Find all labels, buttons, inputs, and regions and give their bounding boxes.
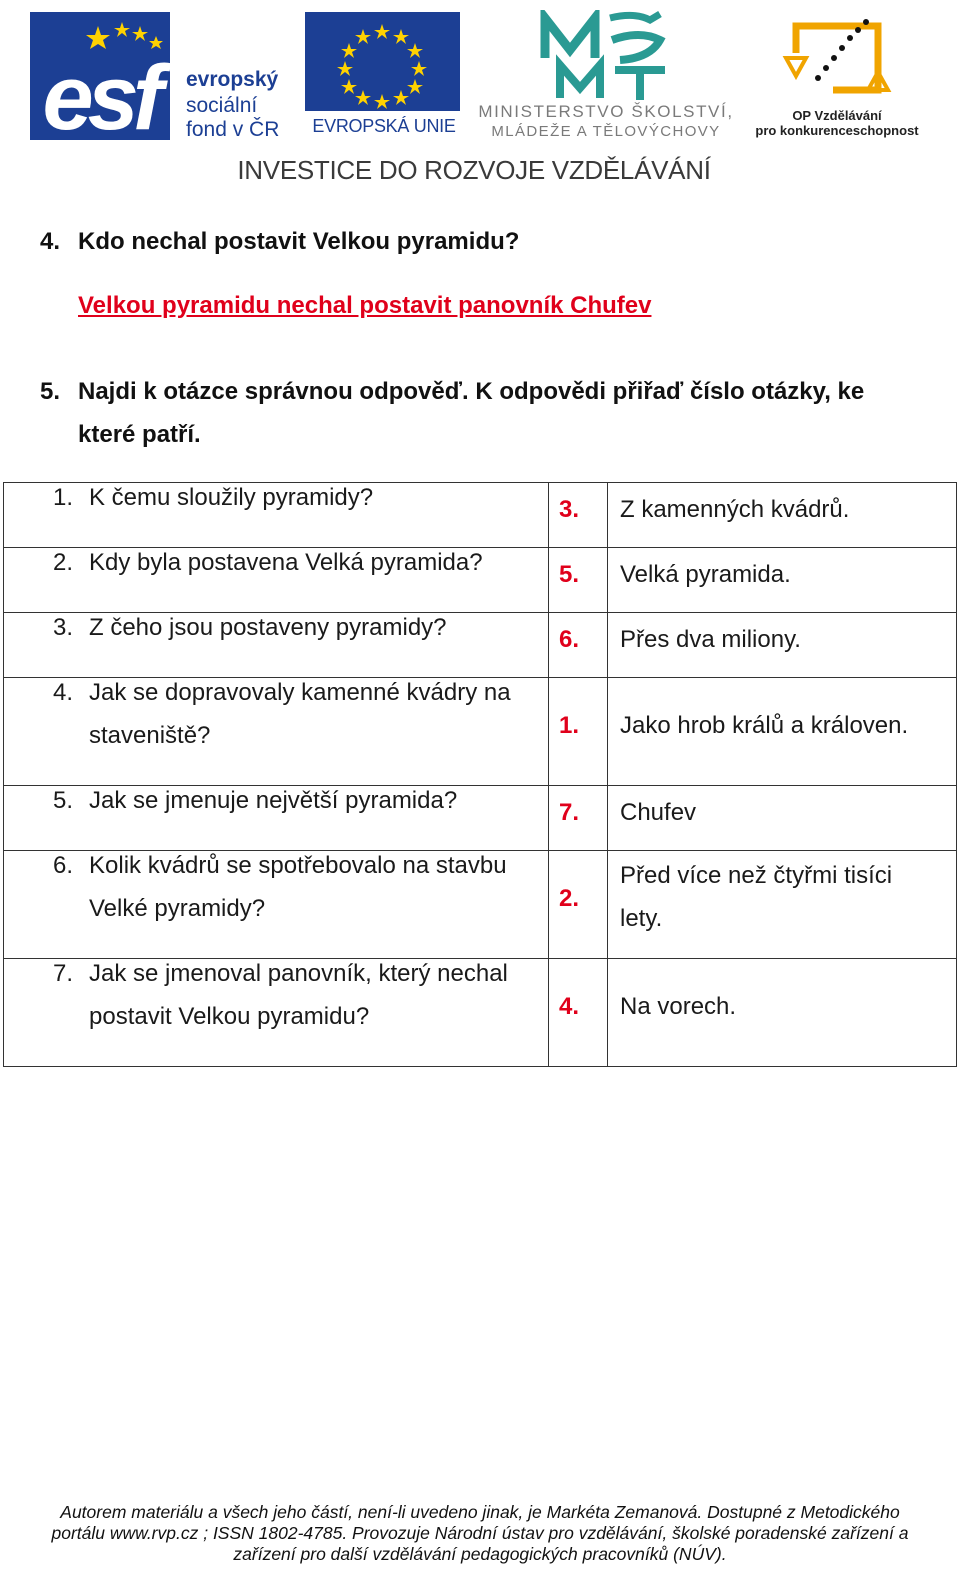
question-number: 5. [53,787,74,814]
esf-line3: fond v ČR [186,118,280,141]
table-border-left [3,482,4,1067]
investice-heading: INVESTICE DO ROZVOJE VZDĚLÁVÁNÍ [237,155,711,185]
question-4-text: Kdo nechal postavit Velkou pyramidu? [78,228,520,255]
table-border-right [956,482,957,1067]
msmt-logo [470,10,742,140]
answer-text: Přes dva miliony. [620,626,801,653]
op-mark-icon [778,8,898,108]
question-text-cont: Velké pyramidy? [89,895,266,922]
answer-text: Chufev [620,799,697,826]
question-4-answer: Velkou pyramidu nechal postavit panovník Chufev [78,292,652,319]
question-4-number: 4. [40,228,61,255]
answer-text: Na vorech. [620,993,737,1020]
footer-line1: Autorem materiálu a všech jeho částí, není-li uvedeno jinak, je Markéta Zemanová. Dostupné z Metodického [60,1502,900,1522]
esf-line2: sociální [186,94,258,117]
question-number: 1. [53,484,74,511]
question-text-cont: postavit Velkou pyramidu? [89,1003,370,1030]
table-question [53,779,543,822]
question-text: K čemu sloužily pyramidy? [89,484,374,511]
question-number: 3. [53,614,74,641]
op-line2: pro konkurenceschopnost [755,123,919,138]
question-5 [40,377,864,407]
footer-line3: zařízení pro další vzdělávání pedagogických pracovníků (NÚV). [233,1544,727,1564]
msmt-line2: MLÁDEŽE A TĚLOVÝCHOVY [491,123,721,140]
answer-text: Velká pyramida. [620,561,791,588]
msmt-mark-icon [540,10,670,102]
eu-label: EVROPSKÁ UNIE [312,116,456,136]
esf-logo [30,12,295,140]
answer-number: 1. [559,712,580,739]
eu-flag-icon [305,12,460,111]
answer-number: 7. [559,799,580,826]
question-4 [40,227,519,257]
answer-number: 6. [559,626,580,653]
footer-line2: portálu www.rvp.cz ; ISSN 1802-4785. Provozuje Národní ústav pro vzdělávání, školské poradenské zařízení a [51,1523,909,1543]
table-question [53,952,543,1038]
msmt-line1: MINISTERSTVO ŠKOLSTVÍ, [478,102,734,121]
table-question [53,671,543,757]
table-border-bottom [3,1066,957,1067]
question-text: Kolik kvádrů se spotřebovalo na stavbu [89,852,507,879]
table-question [53,541,543,584]
answer-number: 5. [559,561,580,588]
question-text: Jak se jmenuje největší pyramida? [89,787,458,814]
table-column-divider [548,482,549,1067]
question-number: 6. [53,852,74,879]
table-question [53,844,543,930]
footer-attribution [0,1502,960,1565]
answer-number: 2. [559,885,580,912]
question-5-line2: které patří. [78,421,201,448]
question-number: 4. [53,679,74,706]
question-text: Kdy byla postavena Velká pyramida? [89,549,483,576]
question-text: Jak se dopravovaly kamenné kvádry na [89,679,511,706]
answer-text [620,854,950,940]
esf-letters: esf [42,47,158,140]
esf-flag [30,12,170,140]
question-text-cont: staveniště? [89,722,211,749]
op-logo [748,8,926,140]
table-column-divider [607,482,608,1067]
eu-logo [305,12,463,140]
answer-number: 3. [559,496,580,523]
question-5-line1: Najdi k otázce správnou odpověď. K odpovědi přiřaď číslo otázky, ke [78,378,865,405]
question-number: 7. [53,960,74,987]
table-question [53,476,543,519]
answer-text: Jako hrob králů a královen. [620,712,909,739]
op-line1: OP Vzdělávání [792,108,882,123]
question-5-number: 5. [40,378,61,405]
table-question [53,606,543,649]
esf-line1: evropský [186,68,279,91]
question-text: Jak se jmenoval panovník, který nechal [89,960,508,987]
answer-text: Z kamenných kvádrů. [620,496,850,523]
question-number: 2. [53,549,74,576]
answer-text-line1: Před více než čtyřmi tisíci [620,862,893,889]
question-text: Z čeho jsou postaveny pyramidy? [89,614,447,641]
matching-table [3,482,957,1067]
answer-number: 4. [559,993,580,1020]
answer-text-line2: lety. [620,905,663,932]
